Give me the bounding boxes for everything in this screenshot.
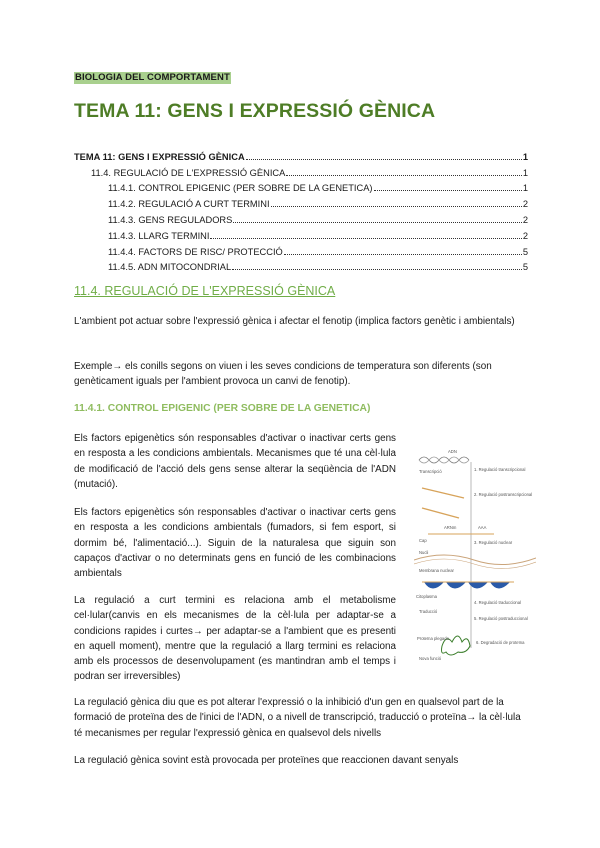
toc-leader-dots	[210, 237, 521, 239]
toc-leader-dots	[271, 205, 522, 207]
label-step2: 2. Regulació postranscripcional	[474, 492, 533, 497]
toc-entry-label: 11.4.3. GENS REGULADORS	[108, 214, 233, 225]
page-title: TEMA 11: GENS I EXPRESSIÓ GÈNICA	[74, 100, 436, 122]
ribosome-icon	[490, 582, 510, 589]
label-transcription: Transcripció	[419, 469, 442, 474]
pre-mrna-strand-icon	[422, 488, 464, 498]
toc-entry-label: 11.4.3. LLARG TERMINI	[108, 230, 210, 241]
mrna-strand-icon	[422, 508, 459, 518]
toc-entry-page: 2	[522, 214, 528, 225]
toc-entry[interactable]	[74, 146, 528, 162]
label-citoplasma: Citoplasma	[416, 594, 437, 599]
label-step3: 3. Regulació nuclear	[474, 540, 513, 545]
gene-regulation-paragraph: La regulació gènica diu que es pot alterar l'expressió o la inhibició d'un gen en qualsevol part de la formació de proteïna des de l'inici de l'ADN, o a nivell de transcripció, traducció o proteïna→ la cèl·lula té mecanismes per regular l'expressió gènica en qualsevol dels nivells	[74, 697, 521, 739]
regulation-term-paragraph: La regulació a curt termini es relaciona amb el metabolisme cel·lular(canvis en els mecanismes de la cèl·lula per adaptar-se a condicions rapides i curtes→ per adaptar-se a l'ambient que es presenti en aquell moment), mentre que la regulació a llarg termini es relaciona amb els processos de desenvolupament (es mantindran amb el temps i podran ser irreversibles)	[74, 595, 396, 683]
toc-entry-page: 2	[522, 230, 528, 241]
label-footer: Nova funció	[419, 656, 442, 661]
toc-entry-label: 11.4.5. ADN MITOCONDRIAL	[108, 262, 232, 273]
table-of-contents	[74, 146, 528, 272]
label-step1: 1. Regulació transcripcional	[474, 467, 526, 472]
subsection-heading: 11.4.1. CONTROL EPIGENIC (PER SOBRE DE LA GENETICA)	[74, 403, 371, 414]
toc-entry-page: 1	[522, 151, 528, 162]
ribosome-icon	[424, 582, 444, 589]
toc-entry-page: 1	[522, 167, 528, 178]
toc-entry-label: 11.4.2. REGULACIÓ A CURT TERMINI	[108, 199, 270, 210]
label-step5: 5. Regulació postraduccional	[474, 616, 528, 621]
toc-entry[interactable]	[74, 241, 528, 257]
toc-entry-label: 11.4.1. CONTROL EPIGENIC (PER SOBRE DE LA GENETICA)	[108, 183, 373, 194]
section-heading: 11.4. REGULACIÓ DE L'EXPRESSIÓ GÈNICA	[74, 284, 336, 298]
gene-expression-diagram	[414, 450, 536, 680]
toc-entry[interactable]	[74, 225, 528, 241]
toc-entry[interactable]	[74, 193, 528, 209]
toc-leader-dots	[233, 221, 521, 223]
label-nucli: Nucli	[419, 550, 429, 555]
toc-entry[interactable]	[74, 209, 528, 225]
epigenetic-paragraph-2: Els factors epigenètics són responsables d'activar o inactivar certs gens en resposta a les condicions ambientals (fumadors, si fem esport, si dormim bé, l'alimentació...). Siguin de la naturalesa que siguin son capaços d'activar o no determinats gens en funció de les combinacions ambientals	[74, 507, 396, 580]
toc-entry-label: 11.4. REGULACIÓ DE L'EXPRESSIÓ GÈNICA	[91, 167, 286, 178]
label-membrana: Membrana nuclear	[419, 568, 454, 573]
toc-entry-label: TEMA 11: GENS I EXPRESSIÓ GÈNICA	[74, 151, 245, 162]
course-tag: BIOLOGIA DEL COMPORTAMENT	[75, 72, 230, 83]
toc-leader-dots	[246, 158, 522, 160]
ribosome-icon	[446, 582, 466, 589]
label-adn: ADN	[448, 450, 457, 454]
protein-signals-paragraph: La regulació gènica sovint està provocada per proteïnes que reaccionen davant senyals	[74, 755, 459, 766]
toc-entry-page: 1	[522, 183, 528, 194]
label-proteina: Proteïna plegada	[417, 636, 449, 641]
example-paragraph: Exemple→ els conills segons on viuen i les seves condicions de temperatura son diferents (son genèticament iguals per l'ambient provoca un canvi de fenotip).	[74, 361, 492, 388]
toc-leader-dots	[284, 253, 522, 255]
toc-entry[interactable]	[74, 178, 528, 194]
toc-entry-page: 5	[522, 246, 528, 257]
label-aaa: AAA	[478, 525, 487, 530]
label-step4: 4. Regulació traduccional	[474, 600, 522, 605]
toc-entry-page: 2	[522, 199, 528, 210]
toc-leader-dots	[374, 189, 522, 191]
toc-entry[interactable]	[74, 257, 528, 273]
intro-paragraph: L'ambient pot actuar sobre l'expressió gènica i afectar el fenotip (implica factors genètic i ambientals)	[74, 316, 515, 327]
label-step6: 6. Degradació de proteïna	[476, 640, 525, 645]
gene-expression-diagram-svg	[414, 450, 536, 680]
epigenetic-paragraph-1: Els factors epigenètics són responsables d'activar o inactivar certs gens en resposta a les condicions ambientals. Mecanismes que té una cèl·lula de modificació de l'acció dels gens sense alterar la seqüència de l'ADN (mutació).	[74, 433, 396, 490]
toc-entry-label: 11.4.4. FACTORS DE RISC/ PROTECCIÓ	[108, 246, 283, 257]
label-traduccio: Traducció	[419, 609, 438, 614]
toc-entry[interactable]	[74, 162, 528, 178]
label-arn: ARNm	[444, 525, 457, 530]
label-cap: Cap	[419, 538, 427, 543]
toc-leader-dots	[232, 268, 522, 270]
toc-entry-page: 5	[522, 262, 528, 273]
toc-leader-dots	[286, 174, 522, 176]
